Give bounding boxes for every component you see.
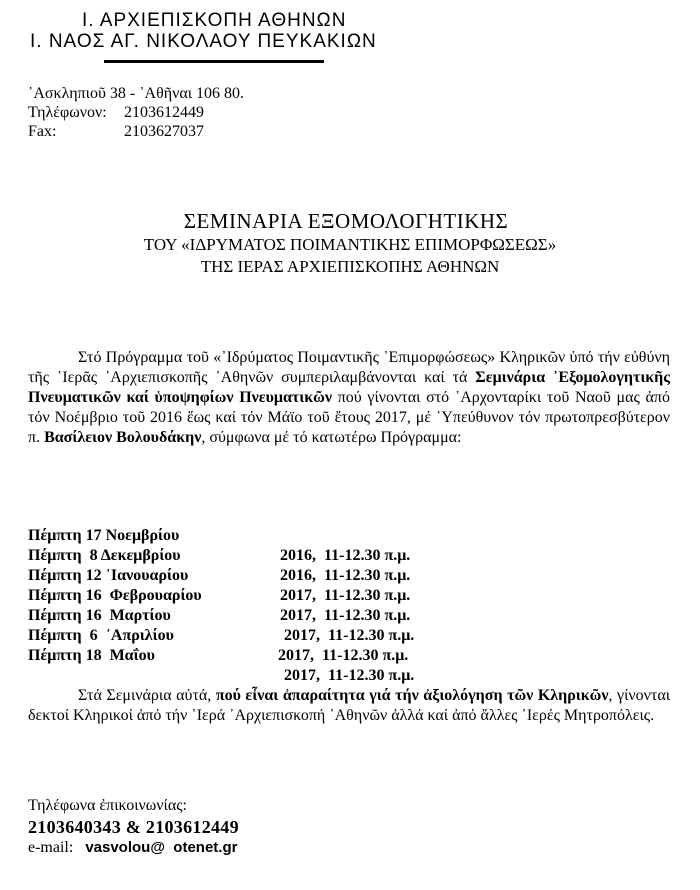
fax-label: Fax: — [28, 123, 57, 140]
document-title: ΣΕΜΙΝΑΡΙΑ ΕΞΟΜΟΛΟΓΗΤΙΚΗΣ — [183, 209, 509, 233]
header-line-church: Ι. ΝΑΟΣ ΑΓ. ΝΙΚΟΛΑΟΥ ΠΕΥΚΑΚΙΩΝ — [30, 31, 377, 52]
email-value[interactable]: vasvolou@ otenet.gr — [85, 839, 238, 856]
address-phone-row — [28, 103, 244, 122]
schedule-list — [28, 506, 648, 684]
contact-phones: 2103640343 & 2103612449 — [28, 817, 239, 837]
contact-email-row — [28, 838, 239, 858]
schedule-time: 2017, 11-12.30 π.μ. — [284, 667, 415, 684]
fax-value: 2103627037 — [124, 123, 204, 140]
intro-text-c: πού γίνονται στό ᾽Αρχονταρίκι τοῦ Ναοῦ μας ἀπό τόν Νοέμβριο τοῦ 2016 ἕως καί τόν Μάϊο τοῦ ἔτους 2017, μέ ῾Υπεύθυνον τόν πρωτοπρεσβύτερον π. — [28, 389, 670, 446]
title-block — [0, 208, 700, 278]
closing-emphasis: πού εἶναι ἀπαραίτητα γιά τήν ἀξιολόγηση τῶν Κληρικῶν — [215, 687, 609, 704]
schedule-time: 2016, 11-12.30 π.μ. — [280, 567, 411, 584]
address-fax-row — [28, 122, 244, 141]
closing-paragraph-block — [28, 686, 670, 726]
intro-text-a: Στό Πρόγραμμα τοῦ «᾽Ιδρύματος Ποιμαντικῆς ᾽Επιμορφώσεως» Κληρικῶν ὑπό τήν εὐθύνη τῆς ῾Ιερᾶς ᾽Αρχιεπισκοπῆς ᾽Αθηνῶν συμπεριλαμβάνονται καί τά — [28, 349, 670, 386]
schedule-time: 2017, 11-12.30 π.μ. — [280, 607, 411, 624]
closing-text-c: , γίνονται δεκτοί Κληρικοί ἀπό τήν ῾Ιερά ᾽Αρχιεπισκοπή ᾽Αθηνῶν ἀλλά καί ἀπό ἄλλες ῾Ιερές Μητροπόλεις. — [28, 687, 671, 724]
closing-paragraph — [28, 686, 670, 726]
address-street-row — [28, 84, 244, 103]
schedule-time: 2017, 11-12.30 π.μ. — [280, 587, 411, 604]
document-subtitle-1: ΤΟΥ «ΙΔΡΥΜΑΤΟΣ ΠΟΙΜΑΝΤΙΚΗΣ ΕΠΙΜΟΡΦΩΣΕΩΣ» — [143, 235, 557, 254]
schedule-row — [28, 626, 648, 684]
schedule-time: 2017, 11-12.30 π.μ. — [278, 647, 409, 664]
schedule-day: Πέμπτη 17 Νοεμβρίου — [28, 527, 180, 544]
phone-value: 2103612449 — [124, 104, 204, 121]
email-label: e-mail: — [28, 839, 74, 856]
schedule-day: Πέμπτη 16 Φεβρουαρίου — [28, 587, 202, 604]
priest-name: Βασίλειον Βολουδάκην — [44, 429, 202, 446]
schedule-day: Πέμπτη 12 ᾽Ιανουαρίου — [28, 567, 189, 584]
address-street: ᾽Ασκληπιοῦ 38 - ᾽Αθῆναι 106 80. — [28, 85, 245, 102]
contact-label: Τηλέφωνα ἐπικοινωνίας: — [28, 797, 187, 814]
header-line-archdiocese: Ι. ΑΡΧΙΕΠΙΣΚΟΠΗ ΑΘΗΝΩΝ — [82, 10, 347, 31]
intro-text-e: , σύμφωνα μέ τό κατωτέρω Πρόγραμμα: — [201, 429, 462, 446]
intro-paragraph-block — [28, 348, 670, 448]
seminar-name: Σεμινάρια ᾽Εξομολογητικῆς Πνευματικῶν καί ὑποψηφίων Πνευματικῶν — [28, 369, 671, 406]
schedule-time: 2016, 11-12.30 π.μ. — [280, 547, 411, 564]
document-subtitle-2: ΤΗΣ ΙΕΡΑΣ ΑΡΧΙΕΠΙΣΚΟΠΗΣ ΑΘΗΝΩΝ — [200, 257, 500, 276]
phone-label: Τηλέφωνον: — [28, 104, 107, 121]
closing-text-a: Στά Σεμινάρια αὐτά, — [78, 687, 216, 704]
header-divider — [104, 60, 324, 63]
intro-paragraph — [28, 348, 670, 448]
schedule-day: Πέμπτη 8 Δεκεμβρίου — [28, 547, 181, 564]
schedule-day: Πέμπτη 18 Μαΐου — [28, 647, 155, 664]
schedule-day: Πέμπτη 16 Μαρτίου — [28, 607, 171, 624]
schedule-day: Πέμπτη 6 ᾽Απριλίου — [28, 627, 174, 644]
contact-block — [28, 796, 239, 858]
address-block — [28, 84, 244, 141]
schedule-time: 2017, 11-12.30 π.μ. — [284, 627, 415, 644]
